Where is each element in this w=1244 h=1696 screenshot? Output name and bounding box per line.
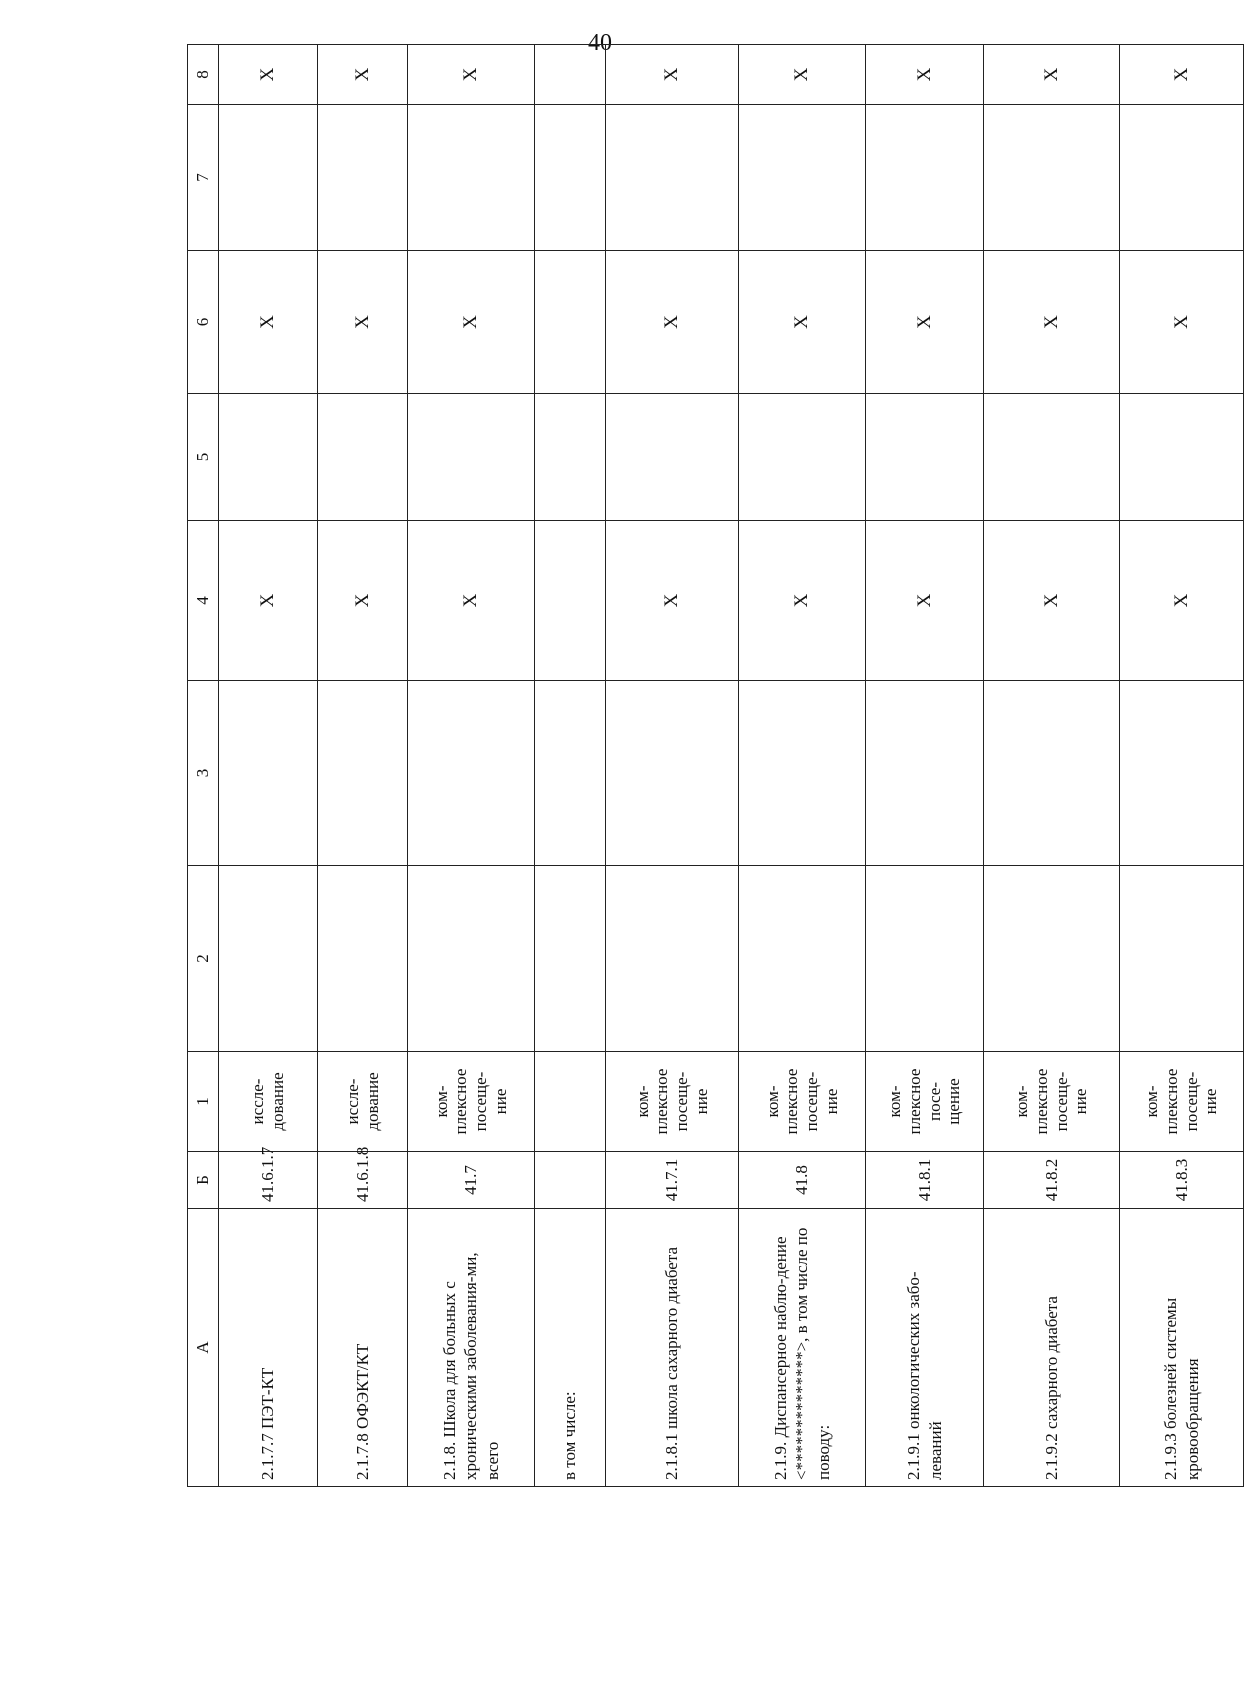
table-row	[408, 45, 535, 1487]
row-unit-cell: ком- плексное посеще- ние	[739, 1052, 866, 1152]
row-unit-cell: ком- плексное посе- щение	[866, 1052, 984, 1152]
row-code-cell: 41.7.1	[606, 1152, 739, 1209]
row-name-cell: в том числе:	[535, 1209, 606, 1487]
value-cell: X	[866, 251, 984, 394]
value-cell	[535, 251, 606, 394]
value-cell: X	[606, 521, 739, 681]
header-row	[188, 45, 219, 1487]
value-cell	[535, 45, 606, 105]
value-cell	[739, 866, 866, 1052]
table-row	[606, 45, 739, 1487]
value-cell: X	[219, 521, 318, 681]
value-cell	[219, 105, 318, 251]
row-name-cell: 2.1.9.2 сахарного диабета	[984, 1209, 1120, 1487]
value-cell	[219, 394, 318, 521]
rotated-table-container	[187, 67, 1221, 1487]
row-name-cell: 2.1.9. Диспансерное наблю-дение <**************>, в том числе по поводу:	[739, 1209, 866, 1487]
row-code-cell: 41.8.2	[984, 1152, 1120, 1209]
value-cell	[866, 681, 984, 866]
value-cell	[219, 681, 318, 866]
value-cell: X	[984, 251, 1120, 394]
value-cell	[606, 866, 739, 1052]
row-code-cell: 41.8.1	[866, 1152, 984, 1209]
value-cell	[408, 394, 535, 521]
value-cell	[739, 105, 866, 251]
value-cell: X	[606, 45, 739, 105]
column-header: 6	[188, 251, 219, 394]
column-header: 7	[188, 105, 219, 251]
row-unit-cell: ком- плексное посеще- ние	[408, 1052, 535, 1152]
value-cell: X	[1120, 521, 1244, 681]
value-cell: X	[408, 251, 535, 394]
value-cell	[318, 394, 408, 521]
row-code-cell	[535, 1152, 606, 1209]
value-cell: X	[739, 45, 866, 105]
table-row	[219, 45, 318, 1487]
value-cell: X	[1120, 45, 1244, 105]
row-name-cell: 2.1.9.1 онкологических забо-леваний	[866, 1209, 984, 1487]
row-unit-cell: ком- плексное посеще- ние	[606, 1052, 739, 1152]
value-cell: X	[1120, 251, 1244, 394]
value-cell	[535, 105, 606, 251]
value-cell	[535, 521, 606, 681]
value-cell: X	[408, 521, 535, 681]
value-cell: X	[219, 251, 318, 394]
value-cell: X	[318, 45, 408, 105]
column-header: 8	[188, 45, 219, 105]
value-cell	[984, 394, 1120, 521]
value-cell: X	[984, 521, 1120, 681]
value-cell	[866, 105, 984, 251]
table-body	[219, 45, 1244, 1487]
value-cell	[408, 866, 535, 1052]
value-cell	[318, 105, 408, 251]
column-header: 1	[188, 1052, 219, 1152]
column-header: 3	[188, 681, 219, 866]
value-cell	[535, 681, 606, 866]
row-name-cell: 2.1.8.1 школа сахарного диабета	[606, 1209, 739, 1487]
row-code-cell: 41.8.3	[1120, 1152, 1244, 1209]
row-unit-cell	[535, 1052, 606, 1152]
value-cell: X	[318, 521, 408, 681]
value-cell	[739, 681, 866, 866]
table-row	[739, 45, 866, 1487]
value-cell	[1120, 105, 1244, 251]
value-cell	[1120, 866, 1244, 1052]
value-cell	[984, 681, 1120, 866]
data-table	[187, 44, 1244, 1487]
value-cell	[535, 394, 606, 521]
column-header: А	[188, 1209, 219, 1487]
row-code-cell: 41.6.1.7	[219, 1152, 318, 1209]
column-header: 5	[188, 394, 219, 521]
row-unit-cell: ком- плексное посеще- ние	[984, 1052, 1120, 1152]
table-row	[1120, 45, 1244, 1487]
value-cell	[1120, 681, 1244, 866]
row-code-cell: 41.6.1.8	[318, 1152, 408, 1209]
value-cell: X	[318, 251, 408, 394]
value-cell	[606, 681, 739, 866]
row-code-cell: 41.8	[739, 1152, 866, 1209]
table-row	[866, 45, 984, 1487]
value-cell	[984, 105, 1120, 251]
table-row	[535, 45, 606, 1487]
value-cell	[1120, 394, 1244, 521]
value-cell: X	[606, 251, 739, 394]
value-cell	[606, 394, 739, 521]
row-code-cell: 41.7	[408, 1152, 535, 1209]
value-cell	[318, 866, 408, 1052]
column-header: 4	[188, 521, 219, 681]
value-cell	[408, 105, 535, 251]
value-cell: X	[739, 521, 866, 681]
page-number: 40	[588, 30, 612, 56]
row-unit-cell: ком- плексное посеще- ние	[1120, 1052, 1244, 1152]
row-unit-cell: иссле- дование	[318, 1052, 408, 1152]
table-row	[318, 45, 408, 1487]
value-cell	[219, 866, 318, 1052]
value-cell	[866, 866, 984, 1052]
value-cell: X	[866, 45, 984, 105]
row-name-cell: 2.1.9.3 болезней системы кровообращения	[1120, 1209, 1244, 1487]
row-name-cell: 2.1.7.8 ОФЭКТ/КТ	[318, 1209, 408, 1487]
value-cell: X	[984, 45, 1120, 105]
row-name-cell: 2.1.8. Школа для больных с хроническими заболевания-ми, всего	[408, 1209, 535, 1487]
row-name-cell: 2.1.7.7 ПЭТ-КТ	[219, 1209, 318, 1487]
column-header: 2	[188, 866, 219, 1052]
value-cell	[318, 681, 408, 866]
value-cell	[984, 866, 1120, 1052]
table-row	[984, 45, 1120, 1487]
value-cell	[606, 105, 739, 251]
value-cell	[739, 394, 866, 521]
value-cell: X	[866, 521, 984, 681]
value-cell	[535, 866, 606, 1052]
value-cell	[408, 681, 535, 866]
value-cell: X	[219, 45, 318, 105]
column-header: Б	[188, 1152, 219, 1209]
value-cell: X	[739, 251, 866, 394]
value-cell: X	[408, 45, 535, 105]
value-cell	[866, 394, 984, 521]
row-unit-cell: иссле- дование	[219, 1052, 318, 1152]
